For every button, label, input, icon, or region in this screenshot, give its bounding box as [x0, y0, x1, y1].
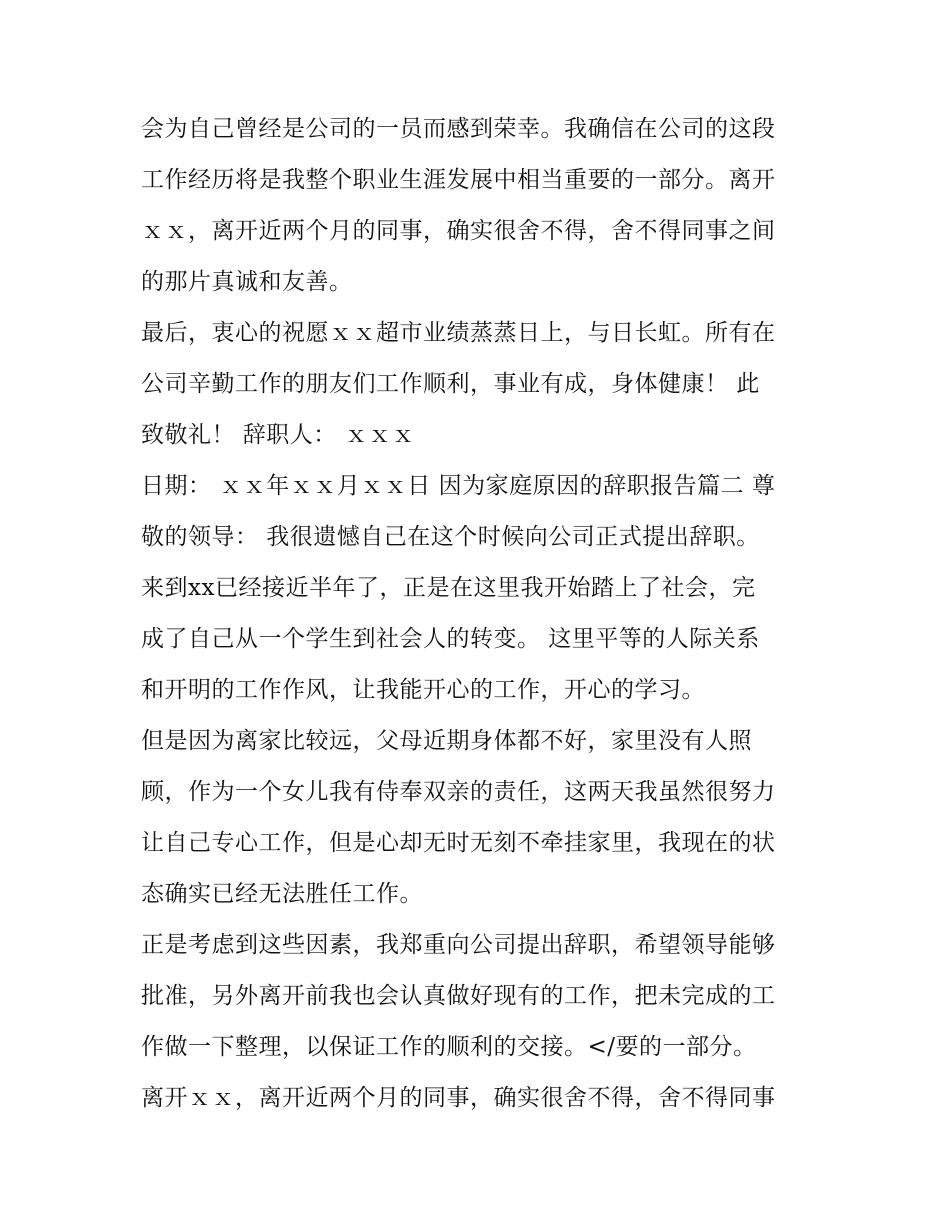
- text-line: 态确实已经无法胜任工作。: [141, 881, 423, 907]
- text-line: 敬的领导： 我很遗憾自己在这个时候向公司正式提出辞职。: [141, 524, 760, 550]
- text-line: 公司辛勤工作的朋友们工作顺利，事业有成，身体健康！ 此: [141, 371, 760, 397]
- text-line: 让自己专心工作，但是心却无时无刻不牵挂家里，我现在的状: [141, 830, 776, 856]
- text-line: 正是考虑到这些因素，我郑重向公司提出辞职，希望领导能够: [141, 932, 776, 958]
- text-line: 最后，衷心的祝愿ｘｘ超市业绩蒸蒸日上，与日长虹。所有在: [141, 320, 776, 346]
- text-line: 致敬礼！ 辞职人： ｘｘｘ: [141, 422, 416, 448]
- text-line: 离开ｘｘ，离开近两个月的同事，确实很舍不得，舍不得同事: [141, 1085, 776, 1111]
- text-line: 成了自己从一个学生到社会人的转变。 这里平等的人际关系: [141, 626, 760, 652]
- text-line: 但是因为离家比较远，父母近期身体都不好，家里没有人照: [141, 728, 752, 754]
- text-line: 来到xx已经接近半年了，正是在这里我开始踏上了社会，完: [141, 575, 756, 601]
- text-line: 工作经历将是我整个职业生涯发展中相当重要的一部分。离开: [141, 167, 776, 193]
- text-line: 顾，作为一个女儿我有侍奉双亲的责任，这两天我虽然很努力: [141, 779, 776, 805]
- text-line: 和开明的工作作风，让我能开心的工作，开心的学习。: [141, 677, 705, 703]
- document-body: [141, 104, 821, 1124]
- text-line: 日期： ｘｘ年ｘｘ月ｘｘ日 因为家庭原因的辞职报告篇二 尊: [141, 473, 776, 499]
- text-line: 的那片真诚和友善。: [141, 269, 353, 295]
- text-line: 批准，另外离开前我也会认真做好现有的工作，把未完成的工: [141, 983, 776, 1009]
- text-line: 作做一下整理，以保证工作的顺利的交接。</要的一部分。: [141, 1034, 757, 1060]
- text-line: ｘｘ，离开近两个月的同事，确实很舍不得，舍不得同事之间: [141, 218, 776, 244]
- text-line: 会为自己曾经是公司的一员而感到荣幸。我确信在公司的这段: [141, 116, 776, 142]
